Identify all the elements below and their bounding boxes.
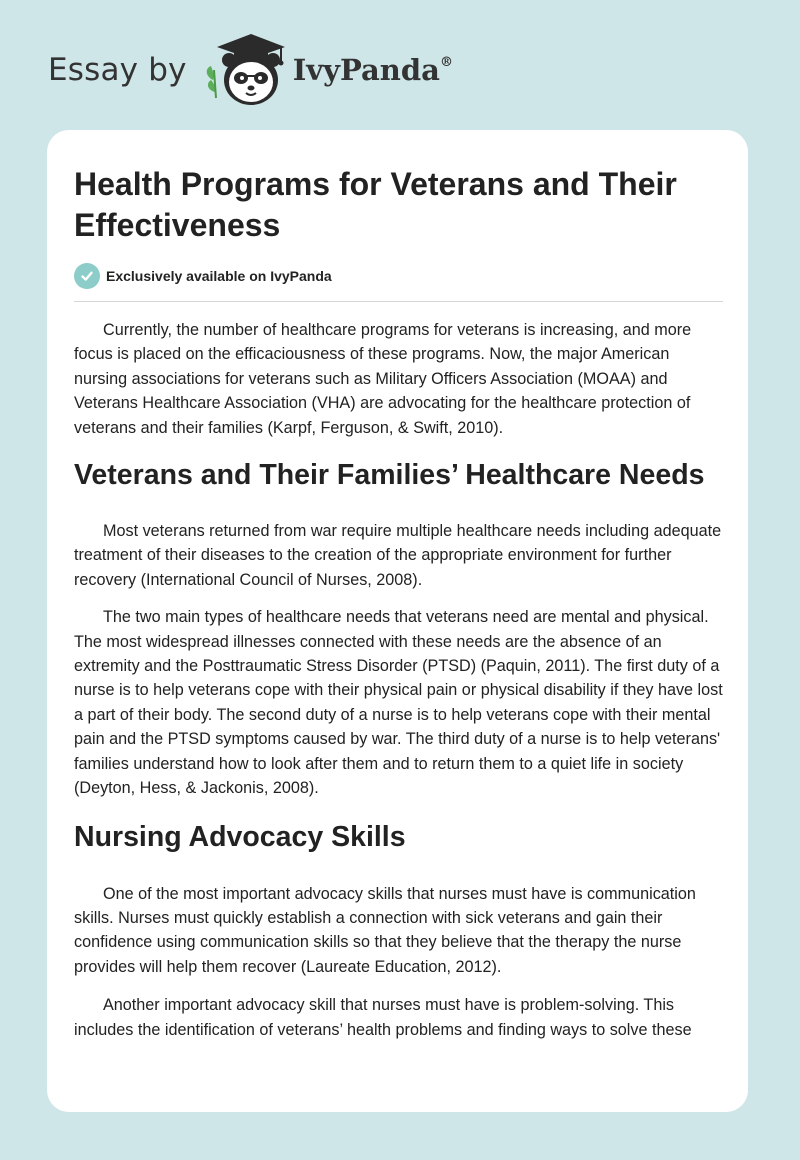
exclusive-badge [74,262,724,290]
section-heading-advocacy-skills: Nursing Advocacy Skills [74,820,406,853]
check-icon [74,263,100,289]
essay-content [74,164,724,1042]
panda-logo-icon [201,30,291,110]
paragraph: Another important advocacy skill that nurses must have is problem-solving. This includes the identification of veterans’ health problems and finding ways to solve these [74,996,692,1039]
registered-mark: ® [439,55,453,70]
site-header [48,30,453,110]
tagline: Essay by [48,52,187,88]
intro-paragraph: Currently, the number of healthcare programs for veterans is increasing, and more focus is placed on the efficaciousness of these programs. Now, the major American nursing associations for veterans such as Military Officers Association (MOAA) and Veterans Healthcare Association (VHA) are advocating for the healthcare protection of veterans and their families (Karpf, Ferguson, & Swift, 2010). [74,321,692,437]
section-heading-healthcare-needs: Veterans and Their Families’ Healthcare Needs [74,459,705,492]
essay-card [47,130,748,1112]
page-title: Health Programs for Veterans and Their Effectiveness [74,166,677,243]
paragraph: Most veterans returned from war require multiple healthcare needs including adequate treatment of their diseases to the creation of the appropriate environment for further recovery (International Council of Nurses, 2008). [74,522,722,589]
paragraph: One of the most important advocacy skills that nurses must have is communication skills. Nurses must quickly establish a connection with sick veterans and gain their confidence using communication skills so that they believe that the therapy the nurse provides will help them recover (Laureate Education, 2012). [74,884,696,976]
ivypanda-logo[interactable] [201,30,453,110]
exclusive-label: Exclusively available on IvyPanda [106,268,332,284]
brand-name [293,53,453,87]
paragraph: The two main types of healthcare needs that veterans need are mental and physical. The most widespread illnesses connected with these needs are the absence of an extremity and the Posttraumatic Stress Disorder (PTSD) (Paquin, 2011). The first duty of a nurse is to help veterans cope with their physical pain or physical disability if they have lost a part of their body. The second duty of a nurse is to help veterans cope with their mental pain and the PTSD symptoms caused by war. The third duty of a nurse is to help veterans' families understand how to look after them and to return them to a quiet life in society (Deyton, Hess, & Jackonis, 2008). [74,608,723,798]
divider [74,301,723,302]
brand-text: IvyPanda [292,53,440,87]
